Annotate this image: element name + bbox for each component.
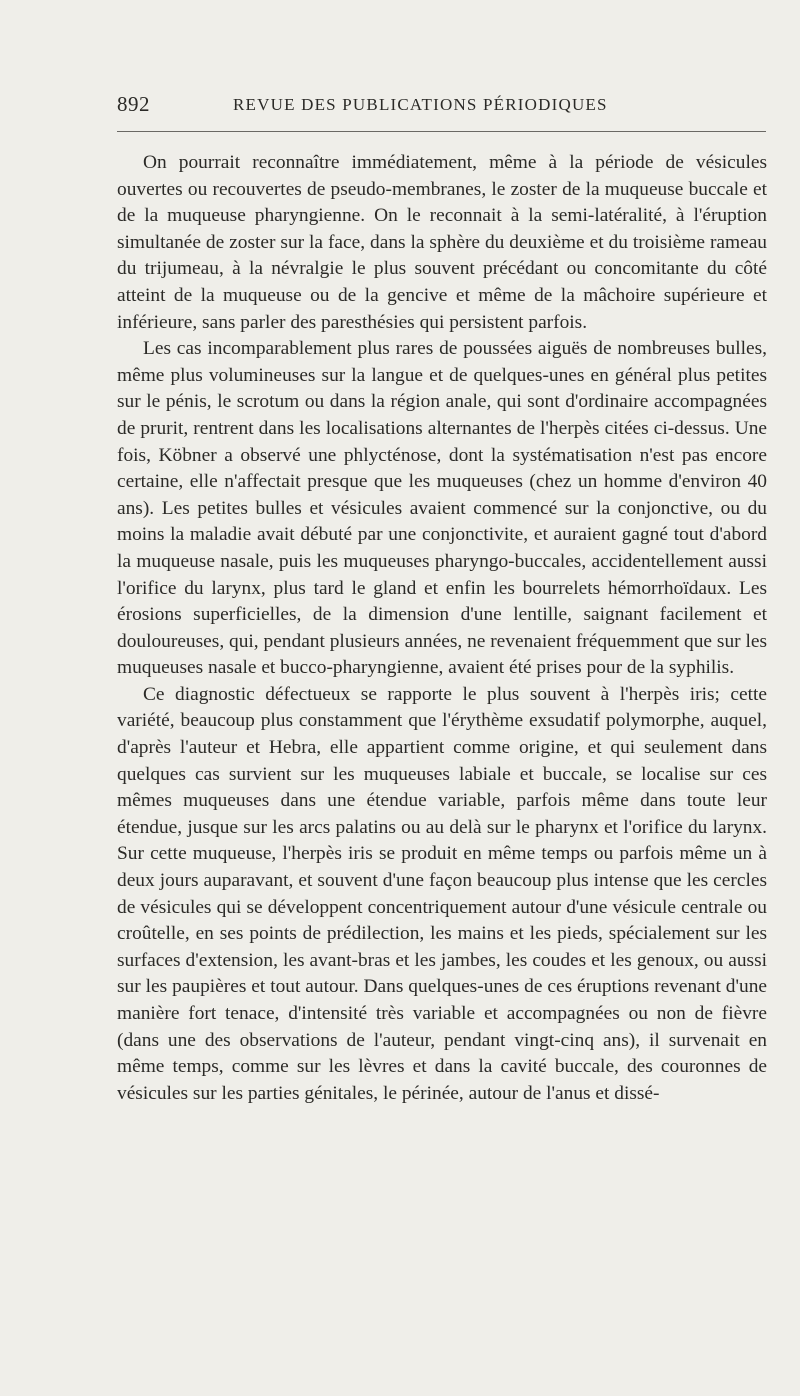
- running-head: [117, 92, 766, 122]
- paragraph-bulles: Les cas incomparablement plus rares de poussées aiguës de nombreuses bulles, même plus volumineuses sur la langue et de quelques-unes en général plus petites sur le pénis, le scrotum ou dans la région anale, qui sont d'ordinaire accompagnées de prurit, rentrent dans les localisations alternantes de l'herpès citées ci-dessus. Une fois, Köbner a observé une phlycténose, dont la systématisation n'est pas encore certaine, elle n'affectait presque que les muqueuses (chez un homme d'environ 40 ans). Les petites bulles et vésicules avaient commencé sur la conjonctive, ou du moins la maladie avait débuté par une conjonctivite, et auraient gagné tout d'abord la muqueuse nasale, puis les muqueuses pharyngo-buccales, accidentellement aussi l'orifice du larynx, plus tard le gland et enfin les bourrelets hémorrhoïdaux. Les érosions superficielles, de la dimension d'une lentille, saignant facilement et douloureuses, qui, pendant plusieurs années, ne revenaient fréquemment que sur les muqueuses nasale et bucco-pharyngienne, avaient été prises pour de la syphilis.: [117, 338, 767, 679]
- body-text: [117, 150, 767, 1107]
- paragraph-zoster: On pourrait reconnaître immédiatement, même à la période de vésicules ouvertes ou recouvertes de pseudo-membranes, le zoster de la muqueuse buccale et de la muqueuse pharyngienne. On le reconnait à la semi-latéralité, à l'éruption simultanée de zoster sur la face, dans la sphère du deuxième et du troisième rameau du trijumeau, à la névralgie le plus souvent précédant ou concomitante du côté atteint de la muqueuse ou de la gencive et même de la mâchoire supérieure et inférieure, sans parler des paresthésies qui persistent parfois.: [117, 152, 767, 333]
- running-title: REVUE DES PUBLICATIONS PÉRIODIQUES: [233, 95, 608, 114]
- page-number: 892: [117, 92, 150, 116]
- header-rule: [117, 131, 766, 132]
- paragraph-herpes-iris: Ce diagnostic défectueux se rapporte le plus souvent à l'herpès iris; cette variété, beaucoup plus constamment que l'érythème exsudatif polymorphe, auquel, d'après l'auteur et Hebra, elle appartient comme origine, et qui seulement dans quelques cas survient sur les muqueuses labiale et buccale, se localise sur ces mêmes muqueuses dans une étendue variable, parfois même dans toute leur étendue, jusque sur les arcs palatins ou au delà sur le pharynx et l'orifice du larynx. Sur cette muqueuse, l'herpès iris se produit en même temps ou parfois même un à deux jours auparavant, et souvent d'une façon beaucoup plus intense que les cercles de vésicules qui se développent concentriquement autour d'une vésicule centrale ou croûtelle, en ses points de prédilection, les mains et les pieds, spécialement sur les surfaces d'extension, les avant-bras et les jambes, les coudes et les genoux, ou aussi sur les paupières et tout autour. Dans quelques-unes de ces éruptions revenant d'une manière fort tenace, d'intensité très variable et accompagnées ou non de fièvre (dans une des observations de l'auteur, pendant vingt-cinq ans), il survenait en même temps, comme sur les lèvres et dans la cavité buccale, des couronnes de vésicules sur les parties génitales, le périnée, autour de l'anus et dissé-: [117, 683, 767, 1104]
